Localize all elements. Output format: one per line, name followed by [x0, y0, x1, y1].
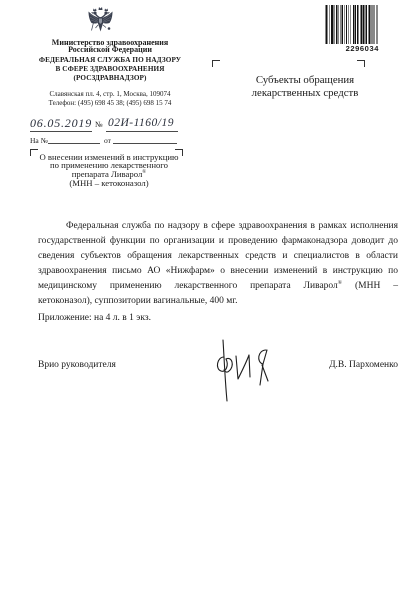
- subject-line-2: по применению лекарственного: [50, 160, 168, 171]
- agency-name-line-3: (РОСЗДРАВНАДЗОР): [73, 74, 147, 82]
- barcode-bar: [341, 5, 342, 44]
- attachment-note: Приложение: на 4 л. в 1 экз.: [38, 313, 151, 323]
- signatory-name: Д.В. Пархоменко: [329, 360, 398, 370]
- subject-block: [34, 153, 184, 188]
- registration-date: 06.05.2019: [30, 116, 92, 130]
- addressee-line-1: Субъекты обращения: [255, 74, 355, 86]
- barcode-bar: [353, 5, 354, 44]
- body-line-5-tail: (МНН –: [342, 281, 398, 291]
- registration-number: 02И-1160/19: [108, 117, 174, 129]
- barcode-bars: [325, 5, 379, 44]
- barcode-bar: [369, 5, 371, 44]
- addressee-corner-top-right: [357, 60, 365, 67]
- reply-number-label: На №: [30, 136, 48, 145]
- registration-date-line: [30, 131, 92, 132]
- body-line-2: государственной функции по организации и проведению фармаконадзора доводит до: [38, 236, 398, 246]
- barcode-bar: [363, 5, 365, 44]
- subject-line-4: (МНН – кетоконазол): [69, 177, 149, 188]
- body-line-6: кетоконазол), суппозитории вагинальные, 400 мг.: [38, 296, 238, 306]
- barcode-bar: [342, 5, 343, 44]
- body-line-5: [38, 279, 398, 294]
- barcode-bar: [360, 5, 361, 44]
- barcode-bar: [326, 5, 328, 44]
- barcode-bar: [330, 5, 331, 44]
- barcode-bar: [346, 5, 347, 44]
- double-headed-eagle-icon: [87, 6, 114, 34]
- reply-number-blank: [48, 143, 100, 144]
- barcode-bar: [336, 5, 338, 44]
- addressee-line-2: лекарственных средств: [251, 87, 359, 99]
- barcode-bar: [357, 5, 359, 44]
- registration-number-sign: №: [95, 120, 103, 129]
- barcode-bar: [331, 5, 333, 44]
- body-paragraph: [38, 219, 398, 309]
- addressee-corner-top-left: [212, 60, 220, 67]
- trademark-mark: ®: [142, 169, 147, 176]
- agency-address: Славянская пл. 4, стр. 1, Москва, 109074: [49, 90, 171, 98]
- barcode-bar: [377, 5, 378, 44]
- body-line-4: здравоохранения письмо АО «Нижфарм» о внесении изменений в инструкцию по: [38, 266, 398, 276]
- barcode-bar: [355, 5, 357, 44]
- reply-date-label: от: [104, 136, 111, 145]
- barcode-bar: [374, 5, 375, 44]
- barcode-bar: [366, 5, 368, 44]
- barcode-bar: [351, 5, 352, 44]
- body-line-3: сведения субъектов обращения лекарственных средств и специалистов в области: [38, 251, 398, 261]
- subject-drug-text: препарата Ливарол: [71, 168, 143, 179]
- barcode-bar: [348, 5, 349, 44]
- barcode-bar: [361, 5, 362, 44]
- barcode-bar: [344, 5, 345, 44]
- trademark-mark: ®: [337, 279, 343, 286]
- body-line-5-text: медицинскому применению лекарственного препарата Ливарол: [38, 281, 338, 291]
- barcode-bar: [372, 5, 373, 44]
- agency-name-line-1: ФЕДЕРАЛЬНАЯ СЛУЖБА ПО НАДЗОРУ: [38, 56, 182, 64]
- ministry-line-2: Российской Федерации: [68, 45, 152, 54]
- registration-number-line: [106, 131, 178, 132]
- body-line-1: Федеральная служба по надзору в сфере здравоохранения в рамках исполнения: [66, 221, 398, 231]
- ministry-line-1: Министерство здравоохранения: [51, 38, 169, 47]
- barcode-bar: [338, 5, 339, 44]
- barcode-number: 2296034: [345, 44, 379, 53]
- signatory-position: Врио руководителя: [38, 360, 116, 370]
- agency-name-line-2: В СФЕРЕ ЗДРАВООХРАНЕНИЯ: [55, 65, 165, 73]
- barcode-bar: [334, 5, 335, 44]
- handwritten-signature: [214, 335, 270, 405]
- subject-line-1: О внесении изменений в инструкцию: [39, 151, 179, 162]
- agency-phone: Телефон: (495) 698 45 38; (495) 698 15 74: [48, 99, 172, 107]
- reply-date-blank: [113, 143, 177, 144]
